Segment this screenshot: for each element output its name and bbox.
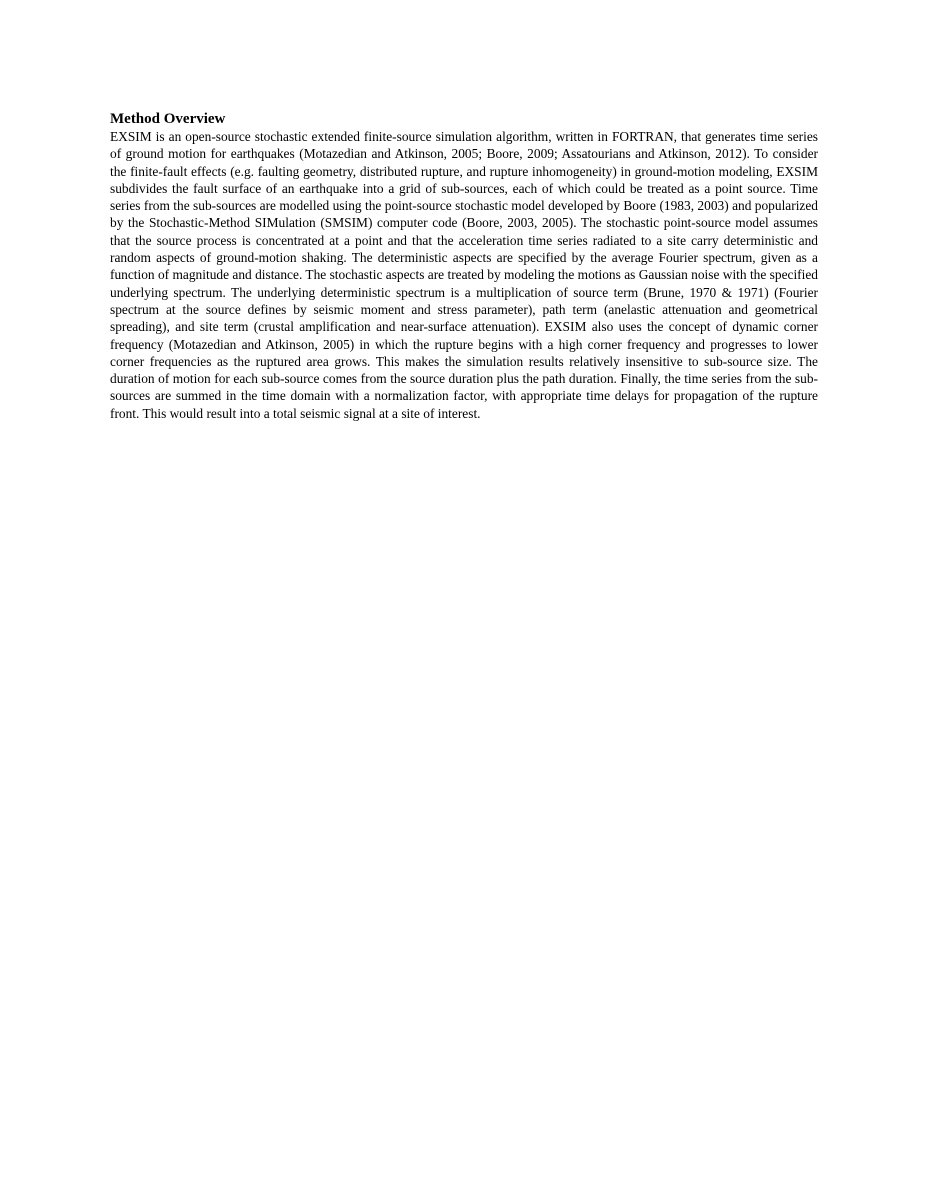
section-paragraph: EXSIM is an open-source stochastic extended finite-source simulation algorithm, written in FORTRAN, that generates time series of ground motion for earthquakes (Motazedian and Atkinson, 2005; Boore, 2009; Assatourians and Atkinson, 2012). To consider the finite-fault effects (e.g. faulting geometry, distributed rupture, and rupture inhomogeneity) in ground-motion modeling, EXSIM subdivides the fault surface of an earthquake into a grid of sub-sources, each of which could be treated as a point source. Time series from the sub-sources are modelled using the point-source stochastic model developed by Boore (1983, 2003) and popularized by the Stochastic-Method SIMulation (SMSIM) computer code (Boore, 2003, 2005). The stochastic point-source model assumes that the source process is concentrated at a point and that the acceleration time series radiated to a site carry deterministic and random aspects of ground-motion shaking. The deterministic aspects are specified by the average Fourier spectrum, given as a function of magnitude and distance. The stochastic aspects are treated by modeling the motions as Gaussian noise with the specified underlying spectrum. The underlying deterministic spectrum is a multiplication of source term (Brune, 1970 & 1971) (Fourier spectrum at the source defines by seismic moment and stress parameter), path term (anelastic attenuation and geometrical spreading), and site term (crustal amplification and near-surface attenuation). EXSIM also uses the concept of dynamic corner frequency (Motazedian and Atkinson, 2005) in which the rupture begins with a high corner frequency and progresses to lower corner frequencies as the ruptured area grows. This makes the simulation results relatively insensitive to sub-source size. The duration of motion for each sub-source comes from the source duration plus the path duration. Finally, the time series from the sub-sources are summed in the time domain with a normalization factor, with appropriate time delays for propagation of the rupture front. This would result into a total seismic signal at a site of interest. (110, 129, 818, 421)
section-heading: Method Overview (110, 111, 226, 127)
method-overview-section (110, 110, 818, 422)
